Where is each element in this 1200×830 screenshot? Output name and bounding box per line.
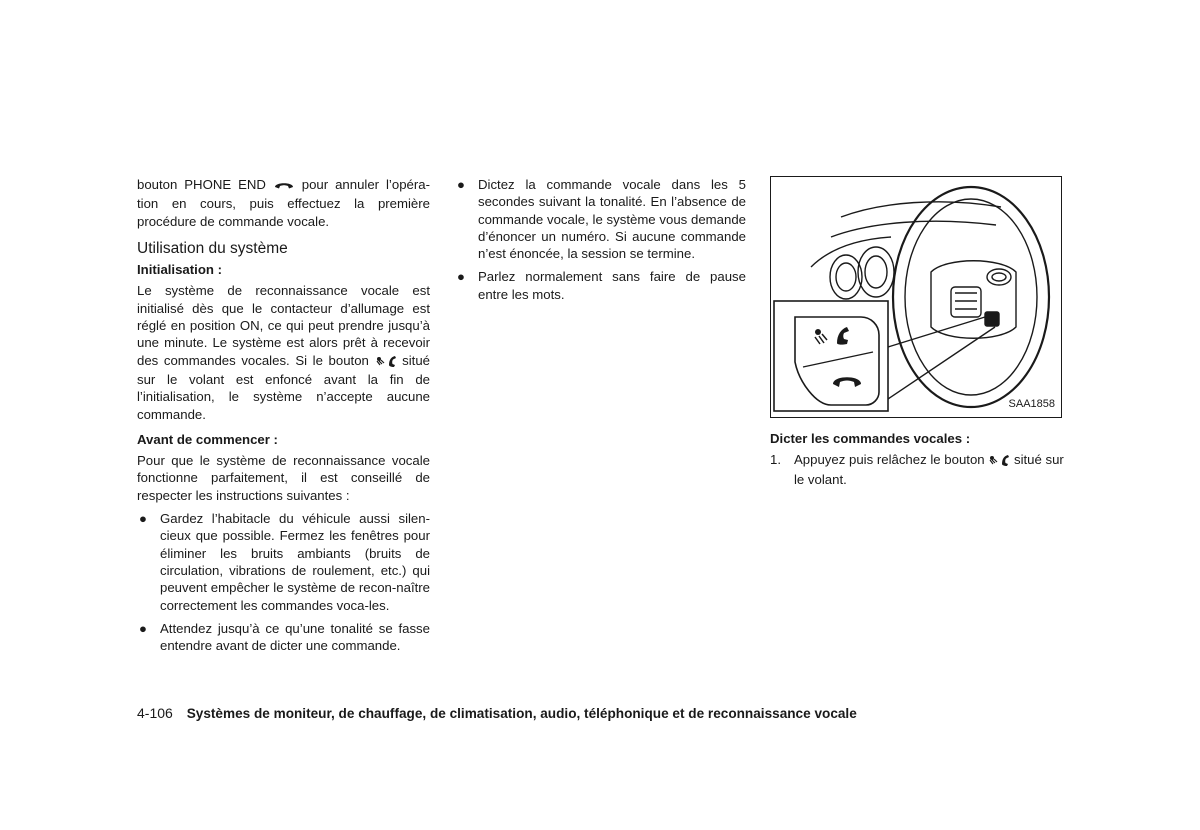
phone-end-icon [273,178,295,195]
talk-phone-icon [988,453,1010,470]
list-item-text: Gardez l’habitacle du véhicule aussi silen-cieux que possible. Fermez les fenêtres pour éliminer les bruits ambiants (bruits de circulation, vibrations de roulement, etc.) qui peuvent empêcher le système de recon-naître correctement les commandes voca-les. [160,511,430,613]
steering-wheel-figure [770,176,1062,418]
list-item [137,510,430,614]
initialisation-text-start: Le système de reconnaissance vocale est initialisé dès que le contacteur d’allumage est réglé en position ON, ce qui peut prendre jusqu’à une minute. Le système est alors prêt à recevoir des commandes vocales. Si le bouton [137,283,430,368]
steps-list [770,451,1064,488]
initialisation-title: Initialisation : [137,262,222,278]
step-number: 1. [770,452,781,468]
list-item-text: Dictez la commande vocale dans les 5 secondes suivant la tonalité. En l’absence de commande vocale, le système vous demande d’énoncer un numéro. Si aucune commande n’est énoncée, la session se termine. [478,177,746,262]
list-item [137,620,430,655]
intro-paragraph [137,176,430,230]
list-item-text: Parlez normalement sans faire de pause entre les mots. [478,269,746,302]
before-start-paragraph: Pour que le système de reconnaissance vocale fonctionne parfaitement, il est conseillé de respecter les instructions suivantes : [137,453,430,503]
intro-text-end: pour annuler l’opéra-tion en cours, puis effectuez la première procédure de commande vocale. [137,177,430,229]
bullet-icon: ● [457,269,465,285]
dictate-commands-title: Dicter les commandes vocales : [770,431,971,446]
list-item [455,176,746,262]
bullet-icon: ● [139,511,147,527]
column-2 [455,176,746,309]
intro-text-start: bouton PHONE END [137,177,266,192]
before-start-title: Avant de commencer : [137,431,278,447]
step-item [770,451,1064,488]
list-item [455,268,746,303]
section-heading: Utilisation du système [137,239,288,257]
chapter-title: Systèmes de moniteur, de chauffage, de climatisation, audio, téléphonique et de reconnaissance vocale [186,706,857,721]
list-item-text: Attendez jusqu’à ce qu’une tonalité se fasse entendre avant de dicter une commande. [160,620,430,654]
dictation-tips-list [455,176,746,303]
steering-wheel-illustration [771,177,1061,417]
page-number: 4-106 [137,705,173,721]
step-text-start: Appuyez puis relâchez le bouton [794,452,985,468]
column-3 [770,176,1064,488]
page-footer [137,705,857,721]
figure-code: SAA1858 [1008,397,1055,410]
column-1 [137,176,430,660]
initialisation-paragraph [137,282,430,422]
precautions-list [137,510,430,654]
bullet-icon: ● [139,620,147,636]
talk-phone-icon [375,354,397,371]
step-text-end: situé sur le volant. [794,452,1064,487]
bullet-icon: ● [457,177,465,192]
initialisation-text-end: situé sur le volant est enfoncé avant la fin de l’initialisation, le système n’accepte aucune commande. [137,352,430,422]
